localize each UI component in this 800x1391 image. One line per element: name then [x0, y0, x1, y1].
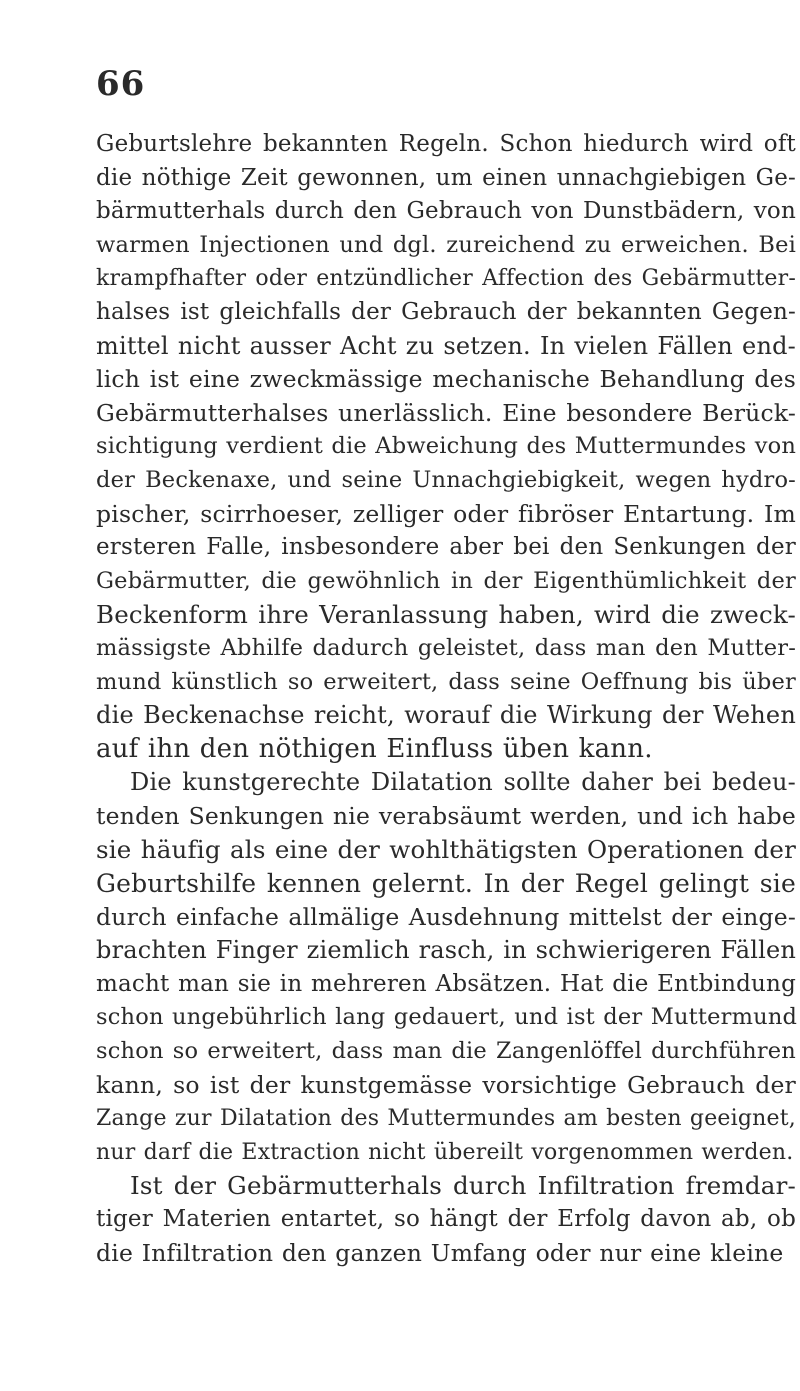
- text-line: macht man sie in mehreren Absätzen. Hat die Entbindung: [96, 970, 796, 997]
- text-line: durch einfache allmälige Ausdehnung mittelst der einge-: [96, 902, 796, 931]
- text-line: Gebärmutter, die gewöhnlich in der Eigenthümlichkeit der: [96, 567, 796, 594]
- body-text: [96, 128, 796, 1270]
- text-line: Zange zur Dilatation des Muttermundes am besten geeignet,: [96, 1106, 796, 1132]
- text-line: nur darf die Extraction nicht übereilt vorgenommen werden.: [96, 1139, 794, 1165]
- text-line: halses ist gleichfalls der Gebrauch der bekannten Gegen-: [96, 298, 796, 325]
- text-line: krampfhafter oder entzündlicher Affection des Gebärmutter-: [96, 266, 796, 292]
- text-line: schon ungebührlich lang gedauert, und ist der Muttermund: [96, 1004, 798, 1031]
- text-line: Ist der Gebärmutterhals durch Infiltration fremdar-: [130, 1171, 796, 1201]
- text-line: kann, so ist der kunstgemässe vorsichtige Gebrauch der: [96, 1070, 796, 1099]
- text-line: lich ist eine zweckmässige mechanische Behandlung des: [96, 365, 796, 394]
- page-number: 66: [96, 64, 146, 104]
- text-line: mittel nicht ausser Acht zu setzen. In vielen Fällen end-: [96, 331, 796, 360]
- text-line: ersteren Falle, insbesondere aber bei den Senkungen der: [96, 534, 796, 561]
- text-line: warmen Injectionen und dgl. zureichend zu erweichen. Bei: [96, 231, 796, 258]
- text-line: Die kunstgerechte Dilatation sollte daher bei bedeu-: [130, 768, 796, 797]
- text-line: die Infiltration den ganzen Umfang oder nur eine kleine: [96, 1238, 784, 1267]
- text-line: Beckenform ihre Veranlassung haben, wird die zweck-: [96, 600, 796, 630]
- text-line: mässigste Abhilfe dadurch geleistet, dass man den Mutter-: [96, 634, 796, 661]
- text-line: tenden Senkungen nie verabsäumt werden, und ich habe: [96, 801, 796, 830]
- text-line: bärmutterhals durch den Gebrauch von Dunstbädern, von: [96, 198, 796, 225]
- text-line: sichtigung verdient die Abweichung des Muttermundes von: [96, 433, 797, 460]
- text-line: pischer, scirrhoeser, zelliger oder fibröser Entartung. Im: [96, 499, 796, 528]
- text-line: Gebärmutterhalses unerlässlich. Eine besondere Berück-: [96, 398, 796, 427]
- text-line: die Beckenachse reicht, worauf die Wirkung der Wehen: [96, 701, 796, 730]
- text-line: Geburtshilfe kennen gelernt. In der Regel gelingt sie: [96, 869, 796, 899]
- text-line: sie häufig als eine der wohlthätigsten Operationen der: [96, 835, 796, 865]
- text-line: der Beckenaxe, und seine Unnachgiebigkeit, wegen hydro-: [96, 466, 796, 493]
- text-line: auf ihn den nöthigen Einfluss üben kann.: [96, 733, 653, 764]
- text-line: Geburtslehre bekannten Regeln. Schon hiedurch wird oft: [96, 131, 796, 157]
- text-line: die nöthige Zeit gewonnen, um einen unnachgiebigen Ge-: [96, 164, 796, 191]
- text-line: mund künstlich so erweitert, dass seine Oeffnung bis über: [96, 668, 796, 695]
- text-line: brachten Finger ziemlich rasch, in schwierigeren Fällen: [96, 936, 797, 965]
- text-line: tiger Materien entartet, so hängt der Erfolg davon ab, ob: [96, 1206, 796, 1232]
- text-line: schon so erweitert, dass man die Zangenlöffel durchführen: [96, 1038, 796, 1065]
